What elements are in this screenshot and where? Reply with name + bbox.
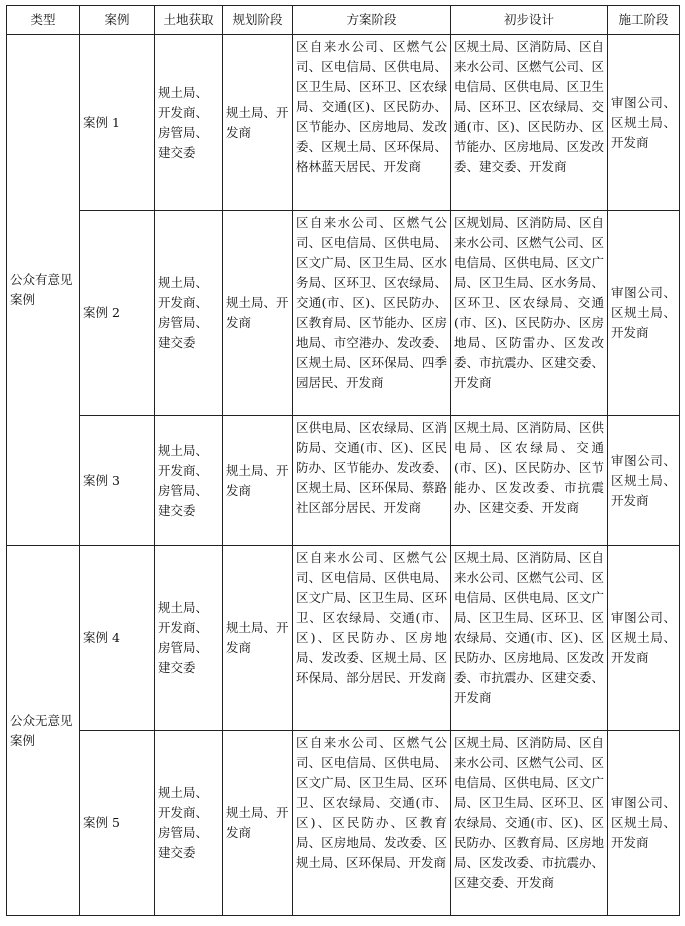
construction-stage-cell: 审图公司、区规土局、开发商 (608, 731, 680, 916)
case-name: 案例 2 (80, 211, 155, 416)
table-row (7, 35, 680, 211)
header-case: 案例 (80, 6, 155, 35)
construction-stage-cell: 审图公司、区规土局、开发商 (608, 416, 680, 546)
preliminary-design-cell: 区规土局、区消防局、区自来水公司、区燃气公司、区电信局、区供电局、区文广局、区卫生局、区环卫、区农绿局、交通(市、区)、区民防办、区房地局、区发改委、市抗震办、区建交委、开发商 (451, 546, 608, 731)
table-row (7, 731, 680, 916)
planning-stage-cell: 规土局、开发商 (223, 35, 293, 211)
header-construction-stage: 施工阶段 (608, 6, 680, 35)
header-row (7, 6, 680, 35)
stakeholder-table (6, 5, 680, 916)
case-name: 案例 5 (80, 731, 155, 916)
table-row (7, 546, 680, 731)
scheme-stage-cell: 区自来水公司、区燃气公司、区电信局、区供电局、区卫生局、区环卫、区农绿局、交通(区)、区民防办、区节能办、区房地局、发改委、区规土局、区环保局、格林蓝天居民、开发商 (293, 35, 451, 211)
planning-stage-cell: 规土局、开发商 (223, 731, 293, 916)
planning-stage-cell: 规土局、开发商 (223, 546, 293, 731)
scheme-stage-cell: 区自来水公司、区燃气公司、区电信局、区供电局、区文广局、区卫生局、区水务局、区环卫、区农绿局、交通(市、区)、区民防办、区教育局、区节能办、区房地局、市空港办、发改委、区规土局、区环保局、四季园居民、开发商 (293, 211, 451, 416)
construction-stage-cell: 审图公司、区规土局、开发商 (608, 546, 680, 731)
planning-stage-cell: 规土局、开发商 (223, 416, 293, 546)
group-label-without-objection: 公众无意见案例 (7, 546, 80, 916)
header-land-acquisition: 土地获取 (155, 6, 223, 35)
case-name: 案例 3 (80, 416, 155, 546)
preliminary-design-cell: 区规土局、区消防局、区自来水公司、区燃气公司、区电信局、区供电局、区文广局、区卫生局、区环卫、区农绿局、交通(市、区)、区民防办、区教育局、区房地局、区发改委、市抗震办、区建交委、开发商 (451, 731, 608, 916)
construction-stage-cell: 审图公司、区规土局、开发商 (608, 35, 680, 211)
preliminary-design-cell: 区规土局、区消防局、区自来水公司、区燃气公司、区电信局、区供电局、区卫生局、区环卫、区农绿局、交通(市、区)、区民防办、区节能办、区房地局、区发改委、建交委、开发商 (451, 35, 608, 211)
table-container (6, 5, 680, 916)
header-scheme-stage: 方案阶段 (293, 6, 451, 35)
land-acquisition-cell: 规土局、开发商、房管局、建交委 (155, 731, 223, 916)
preliminary-design-cell: 区规划局、区消防局、区自来水公司、区燃气公司、区电信局、区供电局、区文广局、区卫生局、区水务局、区环卫、区农绿局、交通(市、区)、区民防办、区房地局、区防雷办、区发改委、市抗震办、区建交委、开发商 (451, 211, 608, 416)
construction-stage-cell: 审图公司、区规土局、开发商 (608, 211, 680, 416)
header-preliminary-design: 初步设计 (451, 6, 608, 35)
land-acquisition-cell: 规土局、开发商、房管局、建交委 (155, 35, 223, 211)
group-label-with-objection: 公众有意见案例 (7, 35, 80, 546)
preliminary-design-cell: 区规土局、区消防局、区供电局、区农绿局、交通(市、区)、区民防办、区节能办、区发改委、市抗震办、区建交委、开发商 (451, 416, 608, 546)
header-type: 类型 (7, 6, 80, 35)
land-acquisition-cell: 规土局、开发商、房管局、建交委 (155, 211, 223, 416)
planning-stage-cell: 规土局、开发商 (223, 211, 293, 416)
table-row (7, 416, 680, 546)
scheme-stage-cell: 区自来水公司、区燃气公司、区电信局、区供电局、区文广局、区卫生局、区环卫、区农绿局、交通(市、区)、区民防办、区房地局、发改委、区规土局、区环保局、部分居民、开发商 (293, 546, 451, 731)
scheme-stage-cell: 区供电局、区农绿局、区消防局、交通(市、区)、区民防办、区节能办、发改委、区规土局、区环保局、蔡路社区部分居民、开发商 (293, 416, 451, 546)
case-name: 案例 1 (80, 35, 155, 211)
land-acquisition-cell: 规土局、开发商、房管局、建交委 (155, 546, 223, 731)
header-planning-stage: 规划阶段 (223, 6, 293, 35)
case-name: 案例 4 (80, 546, 155, 731)
table-row (7, 211, 680, 416)
scheme-stage-cell: 区自来水公司、区燃气公司、区电信局、区供电局、区文广局、区卫生局、区环卫、区农绿局、交通(市、区)、区民防办、区教育局、区房地局、发改委、区规土局、区环保局、开发商 (293, 731, 451, 916)
land-acquisition-cell: 规土局、开发商、房管局、建交委 (155, 416, 223, 546)
